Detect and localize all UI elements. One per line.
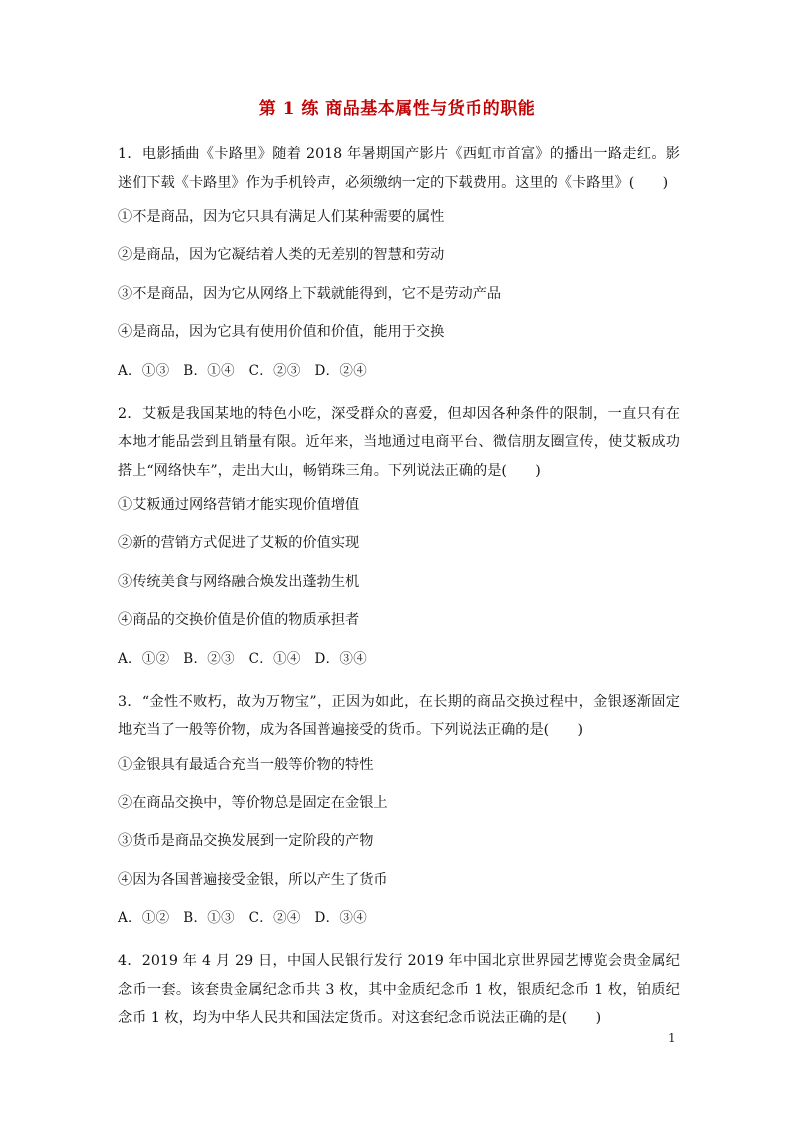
question-option: ③传统美食与网络融合焕发出蓬勃生机	[118, 573, 360, 590]
question-4	[118, 947, 680, 1033]
question-option: ④因为各国普遍接受金银，所以产生了货币	[118, 871, 388, 888]
question-stem: 2．艾粄是我国某地的特色小吃，深受群众的喜爱，但却因各种条件的限制，一直只有在本地才能品尝到且销量有限。近年来，当地通过电商平台、微信朋友圈宣传，使艾粄成功搭上“网络快车”，走出大山，畅销珠三角。下列说法正确的是( )	[118, 405, 680, 479]
answer-choices: A．①③ B．①④ C．②③ D．②④	[118, 362, 368, 379]
question-2	[118, 400, 680, 669]
question-3	[118, 688, 680, 929]
question-list	[118, 140, 680, 1043]
page-number: 1	[668, 1031, 676, 1045]
question-option: ①金银具有最适合充当一般等价物的特性	[118, 756, 374, 773]
question-option: ④商品的交换价值是价值的物质承担者	[118, 612, 360, 629]
question-option: ②在商品交换中，等价物总是固定在金银上	[118, 795, 388, 812]
question-option: ③货币是商品交换发展到一定阶段的产物	[118, 833, 374, 850]
answer-choices: A．①② B．②③ C．①④ D．③④	[118, 650, 368, 667]
answer-choices: A．①② B．①③ C．②④ D．③④	[118, 910, 368, 927]
question-option: ②新的营销方式促进了艾粄的价值实现	[118, 535, 360, 552]
question-stem: 3．“金性不败朽，故为万物宝”，正因为如此，在长期的商品交换过程中，金银逐渐固定地充当了一般等价物，成为各国普遍接受的货币。下列说法正确的是( )	[118, 693, 680, 739]
document-title: 第 1 练 商品基本属性与货币的职能	[258, 99, 536, 119]
question-stem: 1．电影插曲《卡路里》随着 2018 年暑期国产影片《西虹市首富》的播出一路走红。影迷们下载《卡路里》作为手机铃声，必须缴纳一定的下载费用。这里的《卡路里》( )	[118, 146, 680, 191]
question-option: ①不是商品，因为它只具有满足人们某种需要的属性	[118, 209, 445, 225]
question-option: ③不是商品，因为它从网络上下载就能得到，它不是劳动产品	[118, 285, 502, 302]
question-stem: 4．2019 年 4 月 29 日，中国人民银行发行 2019 年中国北京世界园艺博览会贵金属纪念币一套。该套贵金属纪念币共 3 枚，其中金质纪念币 1 枚，银质纪念币 1 枚，铂质纪念币 1 枚，均为中华人民共和国法定货币。对这套纪念币说法正确的是( )	[118, 953, 680, 1027]
question-1	[118, 140, 680, 381]
question-option: ①艾粄通过网络营销才能实现价值增值	[118, 497, 360, 514]
question-option: ④是商品，因为它具有使用价值和价值，能用于交换	[118, 324, 445, 341]
question-option: ②是商品，因为它凝结着人类的无差别的智慧和劳动	[118, 247, 445, 264]
